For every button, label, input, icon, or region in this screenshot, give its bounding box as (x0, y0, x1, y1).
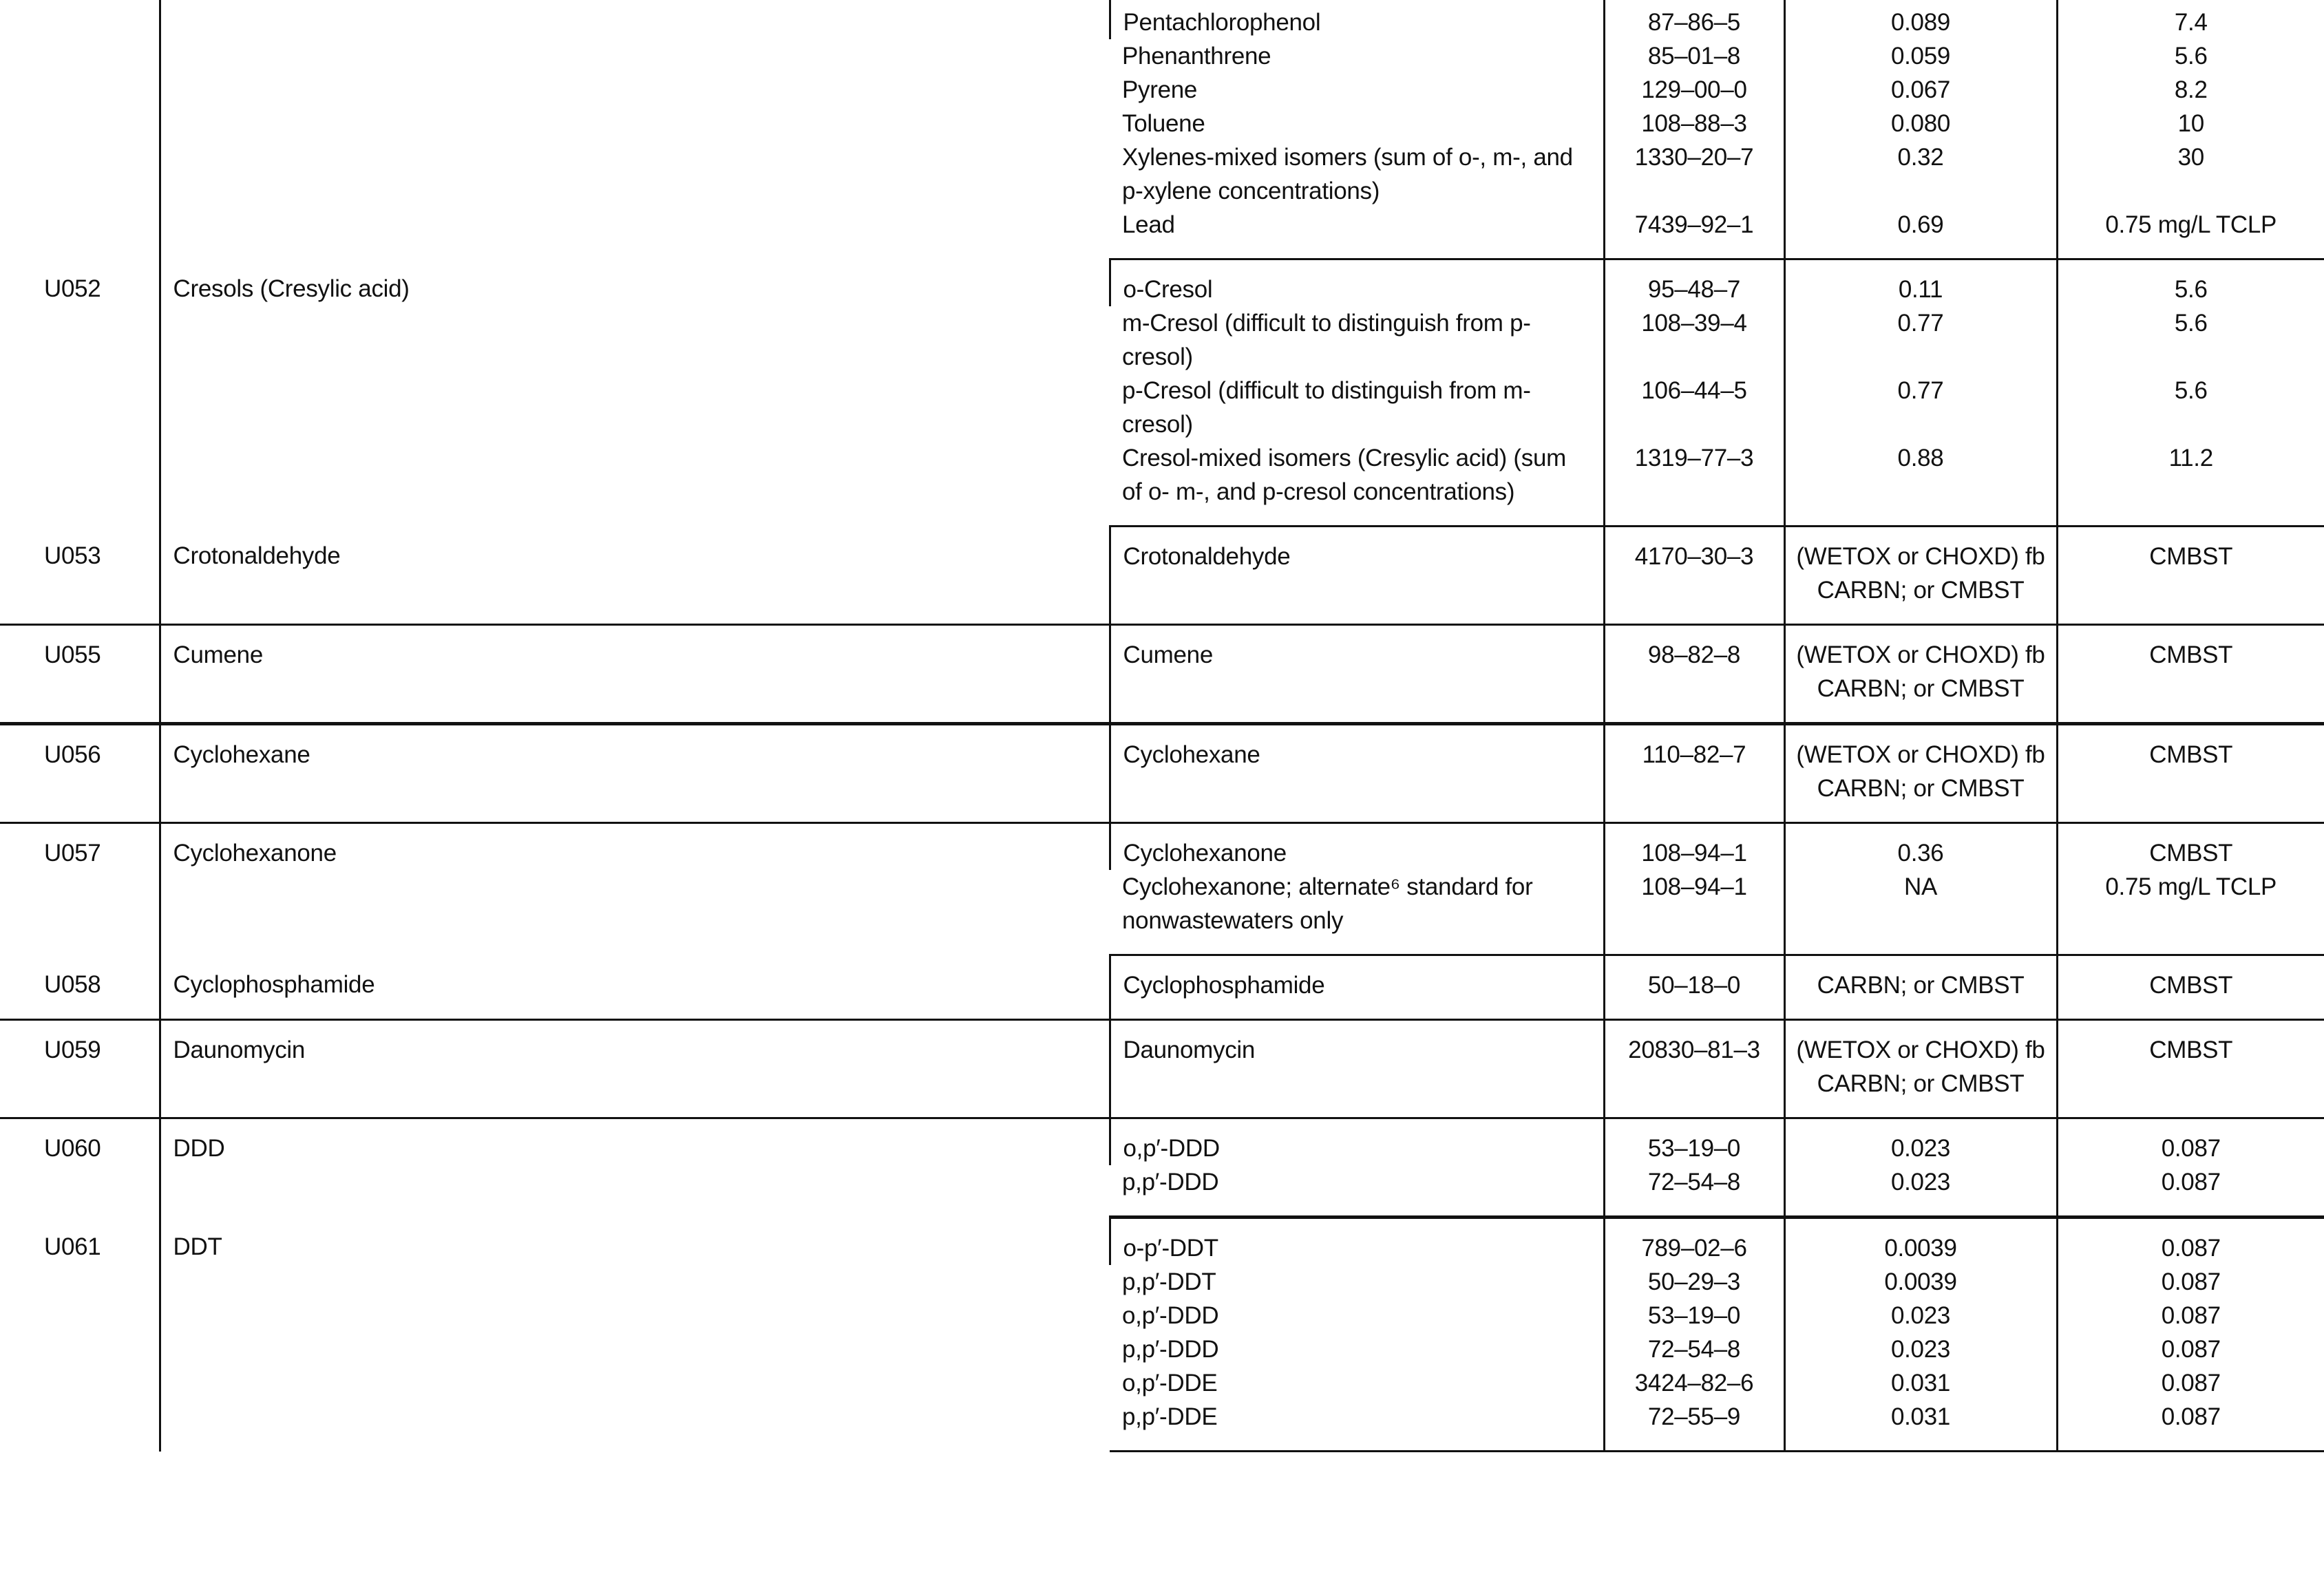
table-row (0, 955, 2324, 1020)
waste-description-cell: Crotonaldehyde (160, 527, 1110, 625)
constituent-cell: Cyclohexanone; alternate⁶ standard for nonwastewaters only (1110, 870, 1604, 955)
wastewater-standard-cell: 0.69 (1784, 208, 2057, 259)
cas-number-cell: 1330–20–7 (1604, 140, 1784, 208)
waste-description-cell: Daunomycin (160, 1020, 1110, 1118)
nonwastewater-standard-cell: 7.4 (2057, 0, 2324, 39)
wastewater-standard-cell: 0.023 (1784, 1299, 2057, 1332)
wastewater-standard-cell: 0.059 (1784, 39, 2057, 73)
nonwastewater-standard-cell: 0.087 (2057, 1400, 2324, 1452)
table-row (0, 1118, 2324, 1166)
waste-description-cell: Cumene (160, 625, 1110, 724)
waste-code-cell: U055 (0, 625, 160, 724)
nonwastewater-standard-cell: 5.6 (2057, 39, 2324, 73)
waste-description-cell: DDT (160, 1218, 1110, 1452)
waste-code-cell (0, 0, 160, 259)
waste-description-cell (160, 0, 1110, 259)
table-row (0, 527, 2324, 625)
waste-code-cell: U060 (44, 1135, 101, 1162)
table-row (0, 823, 2324, 871)
wastewater-standard-cell: (WETOX or CHOXD) fb CARBN; or CMBST (1784, 625, 2057, 724)
nonwastewater-standard-cell: CMBST (2057, 823, 2324, 871)
cas-number-cell: 87–86–5 (1604, 0, 1784, 39)
nonwastewater-standard-cell: 8.2 (2057, 73, 2324, 107)
wastewater-standard-cell: 0.067 (1784, 73, 2057, 107)
wastewater-standard-cell: 0.11 (1784, 259, 2057, 307)
waste-description-cell: Cresols (Cresylic acid) (160, 259, 1110, 527)
constituent-cell: Xylenes-mixed isomers (sum of o-, m-, and p-xylene concentrations) (1122, 144, 1573, 204)
constituent-cell: Cresol-mixed isomers (Cresylic acid) (sum of o- m-, and p-cresol concentrations) (1110, 441, 1604, 527)
cas-number-cell: 3424–82–6 (1604, 1366, 1784, 1400)
wastewater-standard-cell: 0.023 (1784, 1165, 2057, 1218)
cas-number-cell: 50–29–3 (1604, 1265, 1784, 1299)
constituent-cell: p,p′-DDD (1110, 1165, 1604, 1218)
cas-number-cell: 108–94–1 (1604, 870, 1784, 955)
nonwastewater-standard-cell: CMBST (2057, 955, 2324, 1020)
wastewater-standard-cell: 0.031 (1784, 1400, 2057, 1452)
nonwastewater-standard-cell: 0.087 (2057, 1118, 2324, 1166)
table-row (0, 1218, 2324, 1266)
constituent-cell: p-Cresol (difficult to distinguish from m-cresol) (1122, 377, 1531, 438)
wastewater-standard-cell: (WETOX or CHOXD) fb CARBN; or CMBST (1784, 527, 2057, 625)
constituent-cell: Cyclohexanone (1110, 823, 1604, 871)
constituent-cell: Phenanthrene (1122, 43, 1271, 70)
nonwastewater-standard-cell: CMBST (2057, 625, 2324, 724)
waste-code-cell: U056 (0, 724, 160, 823)
wastewater-standard-cell: 0.023 (1784, 1118, 2057, 1166)
constituent-cell: o-Cresol (1110, 259, 1604, 307)
nonwastewater-standard-cell: 0.75 mg/L TCLP (2057, 208, 2324, 259)
nonwastewater-standard-cell: 5.6 (2057, 306, 2324, 374)
waste-code-cell: U061 (44, 1233, 101, 1260)
table-row (0, 1020, 2324, 1118)
wastewater-standard-cell: 0.080 (1784, 107, 2057, 140)
table-row (0, 259, 2324, 307)
wastewater-standard-cell: 0.089 (1784, 0, 2057, 39)
nonwastewater-standard-cell: 11.2 (2057, 441, 2324, 527)
constituent-cell: Crotonaldehyde (1110, 527, 1604, 625)
cas-number-cell: 20830–81–3 (1604, 1020, 1784, 1118)
cas-number-cell: 50–18–0 (1604, 955, 1784, 1020)
table-row (0, 724, 2324, 823)
cas-number-cell: 72–54–8 (1604, 1165, 1784, 1218)
cas-number-cell: 108–94–1 (1604, 823, 1784, 871)
cas-number-cell: 4170–30–3 (1604, 527, 1784, 625)
constituent-cell: o,p′-DDD (1110, 1118, 1604, 1166)
cas-number-cell: 129–00–0 (1604, 73, 1784, 107)
nonwastewater-standard-cell: 0.087 (2057, 1366, 2324, 1400)
wastewater-standard-cell: CARBN; or CMBST (1784, 955, 2057, 1020)
wastewater-standard-cell: 0.77 (1784, 374, 2057, 441)
cas-number-cell: 95–48–7 (1604, 259, 1784, 307)
nonwastewater-standard-cell: 30 (2057, 140, 2324, 208)
cas-number-cell: 1319–77–3 (1604, 441, 1784, 527)
wastewater-standard-cell: (WETOX or CHOXD) fb CARBN; or CMBST (1784, 724, 2057, 823)
nonwastewater-standard-cell: 5.6 (2057, 374, 2324, 441)
waste-code-cell: U058 (0, 955, 160, 1020)
nonwastewater-standard-cell: 10 (2057, 107, 2324, 140)
constituent-cell: Cyclohexane (1110, 724, 1604, 823)
wastewater-standard-cell: 0.031 (1784, 1366, 2057, 1400)
nonwastewater-standard-cell: 0.087 (2057, 1265, 2324, 1299)
cas-number-cell: 53–19–0 (1604, 1118, 1784, 1166)
constituent-cell: o,p′-DDD (1122, 1302, 1219, 1329)
cas-number-cell: 72–55–9 (1604, 1400, 1784, 1452)
wastewater-standard-cell: 0.0039 (1784, 1218, 2057, 1266)
wastewater-standard-cell: (WETOX or CHOXD) fb CARBN; or CMBST (1784, 1020, 2057, 1118)
waste-description-cell: Cyclophosphamide (160, 955, 1110, 1020)
waste-description-cell: Cyclohexane (160, 724, 1110, 823)
constituent-cell: Lead (1110, 208, 1604, 259)
cas-number-cell: 110–82–7 (1604, 724, 1784, 823)
nonwastewater-standard-cell: 0.087 (2057, 1218, 2324, 1266)
nonwastewater-standard-cell: CMBST (2057, 1020, 2324, 1118)
table-row (0, 625, 2324, 724)
cas-number-cell: 7439–92–1 (1604, 208, 1784, 259)
wastewater-standard-cell: NA (1784, 870, 2057, 955)
waste-code-cell: U053 (0, 527, 160, 625)
wastewater-standard-cell: 0.0039 (1784, 1265, 2057, 1299)
constituent-cell: p,p′-DDD (1122, 1336, 1219, 1363)
constituent-cell: Cumene (1110, 625, 1604, 724)
cas-number-cell: 85–01–8 (1604, 39, 1784, 73)
constituent-cell: Pentachlorophenol (1110, 0, 1604, 39)
waste-code-cell: U052 (44, 275, 101, 302)
constituent-cell: Daunomycin (1110, 1020, 1604, 1118)
cas-number-cell: 108–88–3 (1604, 107, 1784, 140)
table-row (0, 0, 2324, 39)
waste-code-cell: U059 (0, 1020, 160, 1118)
waste-description-cell: Cyclohexanone (160, 823, 1110, 955)
waste-code-cell: U057 (44, 840, 101, 867)
constituent-cell: Pyrene (1122, 76, 1198, 103)
cas-number-cell: 108–39–4 (1604, 306, 1784, 374)
nonwastewater-standard-cell: CMBST (2057, 724, 2324, 823)
nonwastewater-standard-cell: 5.6 (2057, 259, 2324, 307)
constituent-cell: m-Cresol (difficult to distinguish from p-cresol) (1122, 310, 1531, 370)
constituent-cell: Cyclophosphamide (1110, 955, 1604, 1020)
cas-number-cell: 789–02–6 (1604, 1218, 1784, 1266)
nonwastewater-standard-cell: 0.087 (2057, 1332, 2324, 1366)
wastewater-standard-cell: 0.32 (1784, 140, 2057, 208)
cas-number-cell: 98–82–8 (1604, 625, 1784, 724)
constituent-cell: o,p′-DDE (1122, 1370, 1218, 1396)
nonwastewater-standard-cell: 0.087 (2057, 1165, 2324, 1218)
nonwastewater-standard-cell: 0.75 mg/L TCLP (2057, 870, 2324, 955)
wastewater-standard-cell: 0.88 (1784, 441, 2057, 527)
nonwastewater-standard-cell: 0.087 (2057, 1299, 2324, 1332)
constituent-cell: p,p′-DDT (1122, 1268, 1216, 1295)
constituent-cell: o-p′-DDT (1110, 1218, 1604, 1266)
constituent-cell: Toluene (1122, 110, 1205, 137)
wastewater-standard-cell: 0.77 (1784, 306, 2057, 374)
cas-number-cell: 106–44–5 (1604, 374, 1784, 441)
constituent-cell: p,p′-DDE (1110, 1400, 1604, 1452)
wastewater-standard-cell: 0.36 (1784, 823, 2057, 871)
wastewater-standard-cell: 0.023 (1784, 1332, 2057, 1366)
waste-description-cell: DDD (160, 1118, 1110, 1218)
cas-number-cell: 72–54–8 (1604, 1332, 1784, 1366)
nonwastewater-standard-cell: CMBST (2057, 527, 2324, 625)
cas-number-cell: 53–19–0 (1604, 1299, 1784, 1332)
